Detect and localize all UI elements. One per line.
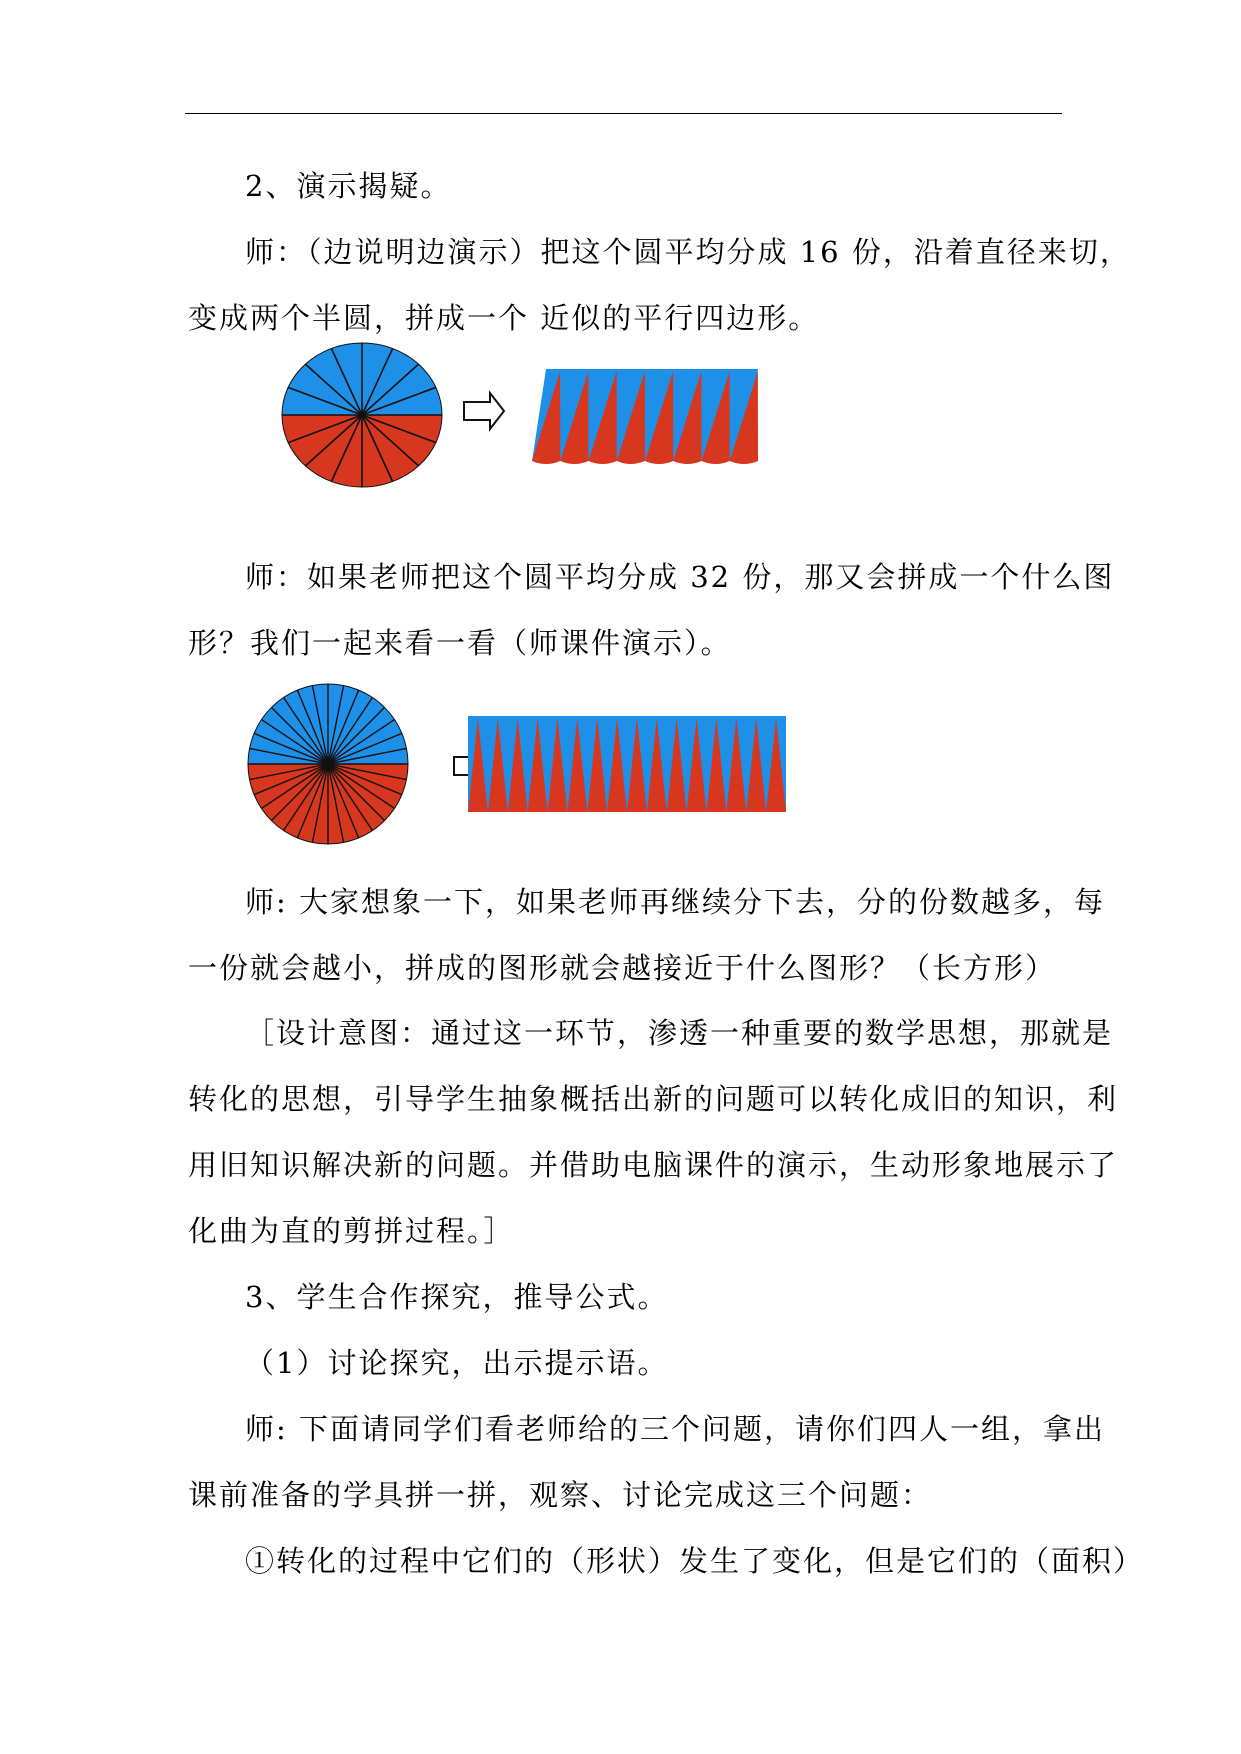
design-intent-line: 化曲为直的剪拼过程。］ (188, 1214, 515, 1248)
question-item: ①转化的过程中它们的（形状）发生了变化，但是它们的（面积） (245, 1544, 1145, 1578)
section-heading-3: 3、学生合作探究，推导公式。 (245, 1280, 669, 1314)
rectangle-shape (468, 716, 786, 812)
header-rule (185, 113, 1062, 114)
figure-16-pieces (270, 335, 780, 495)
paragraph-line: 师: 大家想象一下，如果老师再继续分下去，分的份数越多，每 (245, 885, 1105, 919)
paragraph-line: 师：如果老师把这个圆平均分成 32 份，那又会拼成一个什么图 (245, 560, 1115, 594)
paragraph-line: 一份就会越小，拼成的图形就会越接近于什么图形？（长方形） (188, 951, 1057, 985)
circle-16-pieces (282, 343, 442, 487)
design-intent-line: 用旧知识解决新的问题。并借助电脑课件的演示，生动形象地展示了 (188, 1148, 1119, 1182)
subsection-heading: （1）讨论探究，出示提示语。 (245, 1346, 669, 1380)
paragraph-line: 变成两个半圆，拼成一个 近似的平行四边形。 (188, 301, 820, 335)
design-intent-line: ［设计意图：通过这一环节，渗透一种重要的数学思想，那就是 (245, 1016, 1114, 1050)
arrow-right-icon (464, 393, 504, 429)
circle-32-pieces (248, 684, 408, 844)
paragraph-line: 课前准备的学具拼一拼，观察、讨论完成这三个问题： (188, 1478, 933, 1512)
section-heading-2: 2、演示揭疑。 (245, 169, 452, 203)
design-intent-line: 转化的思想，引导学生抽象概括出新的问题可以转化成旧的知识，利 (188, 1082, 1119, 1116)
paragraph-line: 师: 下面请同学们看老师给的三个问题，请你们四人一组，拿出 (245, 1412, 1105, 1446)
figure-32-pieces (240, 678, 890, 848)
paragraph-line: 师：（边说明边演示）把这个圆平均分成 16 份，沿着直径来切， (245, 235, 1131, 269)
parallelogram-shape (532, 369, 758, 464)
paragraph-line: 形？我们一起来看一看（师课件演示）。 (188, 626, 732, 660)
